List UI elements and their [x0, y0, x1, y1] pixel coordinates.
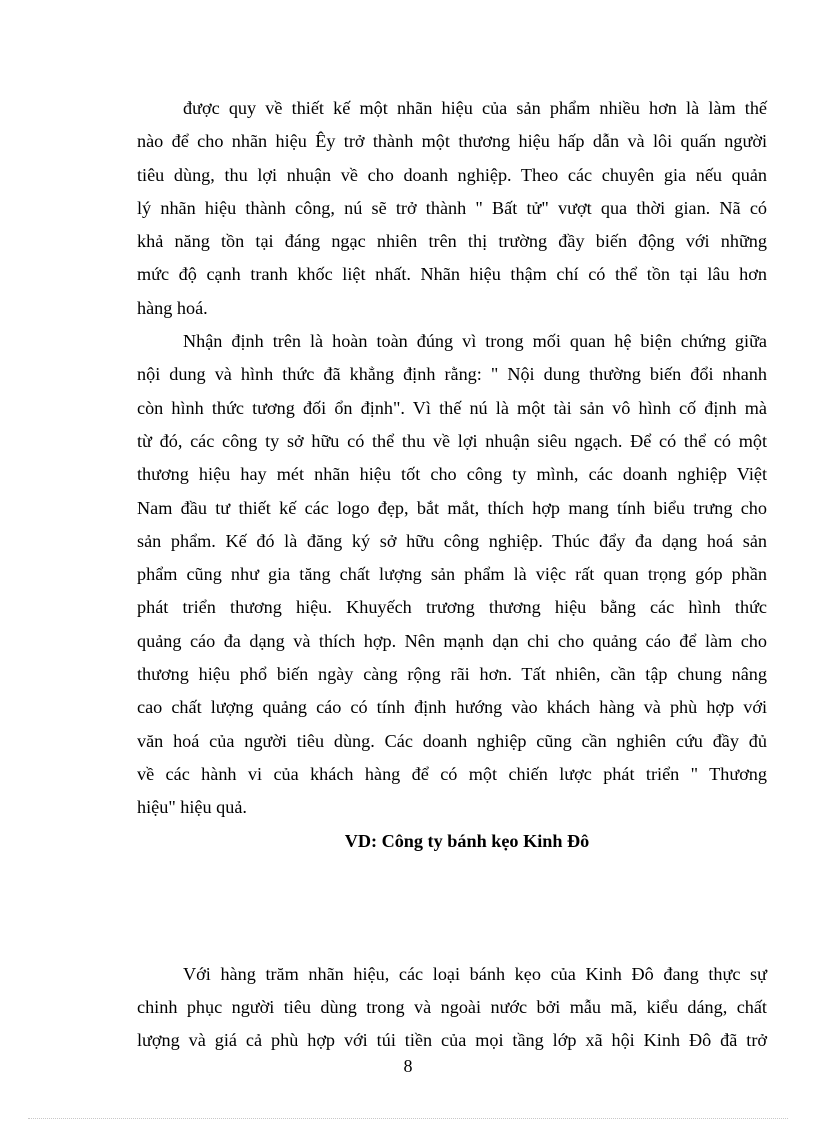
- paragraph-line: phẩm cũng như gia tăng chất lượng sản phẩm là việc rất quan trọng góp phần: [137, 564, 767, 585]
- paragraph-line: cao chất lượng quảng cáo có tính định hướng vào khách hàng và phù hợp với: [137, 697, 767, 718]
- paragraph-line: Nam đầu tư thiết kế các logo đẹp, bắt mắt, thích hợp mang tính biểu trưng cho: [137, 497, 767, 518]
- paragraph-line: khả năng tồn tại đáng ngạc nhiên trên thị trường đầy biến động với những: [137, 231, 767, 252]
- page-bottom-divider: [28, 1118, 788, 1119]
- paragraph-2: [137, 325, 767, 824]
- paragraph-line: tiêu dùng, thu lợi nhuận về cho doanh nghiệp. Theo các chuyên gia nếu quản: [137, 164, 767, 185]
- paragraph-line: phát triển thương hiệu. Khuyếch trương thương hiệu bằng các hình thức: [137, 597, 767, 618]
- paragraph-line: quảng cáo đa dạng và thích hợp. Nên mạnh dạn chi cho quảng cáo để làm cho: [137, 630, 767, 651]
- paragraph-line: Nhận định trên là hoàn toàn đúng vì trong mối quan hệ biện chứng giữa: [183, 331, 767, 352]
- blank-space: [137, 858, 767, 958]
- paragraph-line: lý nhãn hiệu thành công, nú sẽ trở thành " Bất tử" vượt qua thời gian. Nã có: [137, 197, 767, 218]
- paragraph-line: văn hoá của người tiêu dùng. Các doanh nghiệp cũng cần nghiên cứu đầy đủ: [137, 730, 767, 751]
- paragraph-line: chinh phục người tiêu dùng trong và ngoài nước bởi mẫu mã, kiểu dáng, chất: [137, 997, 767, 1018]
- body-text: [137, 92, 767, 1058]
- paragraph-line: hàng hoá.: [137, 297, 208, 318]
- paragraph-line: sản phẩm. Kế đó là đăng ký sở hữu công nghiệp. Thúc đẩy đa dạng hoá sản: [137, 530, 767, 551]
- paragraph-line: thương hiệu hay mét nhãn hiệu tốt cho công ty mình, các doanh nghiệp Việt: [137, 464, 767, 485]
- paragraph-line: nội dung và hình thức đã khẳng định rằng: " Nội dung thường biến đổi nhanh: [137, 364, 767, 385]
- page-number: 8: [403, 1056, 413, 1076]
- paragraph-line: lượng và giá cả phù hợp với túi tiền của mọi tầng lớp xã hội Kinh Đô đã trở: [137, 1030, 767, 1051]
- paragraph-line: còn hình thức tương đối ổn định". Vì thế nú là một tài sản vô hình cố định mà: [137, 397, 767, 418]
- paragraph-line: hiệu" hiệu quả.: [137, 797, 247, 818]
- paragraph-line: về các hành vi của khách hàng để có một chiến lược phát triển " Thương: [137, 763, 767, 784]
- paragraph-1: [137, 92, 767, 325]
- paragraph-3: [137, 958, 767, 1058]
- section-heading: VD: Công ty bánh kẹo Kinh Đô: [344, 830, 590, 851]
- paragraph-line: mức độ cạnh tranh khốc liệt nhất. Nhãn hiệu thậm chí có thể tồn tại lâu hơn: [137, 264, 767, 285]
- paragraph-line: Với hàng trăm nhãn hiệu, các loại bánh kẹo của Kinh Đô đang thực sự: [183, 963, 767, 984]
- paragraph-line: thương hiệu phổ biến ngày càng rộng rãi hơn. Tất nhiên, cần tập chung nâng: [137, 664, 767, 685]
- paragraph-line: được quy về thiết kế một nhãn hiệu của sản phẩm nhiều hơn là làm thế: [183, 98, 767, 118]
- paragraph-line: nào để cho nhãn hiệu Êy trở thành một thương hiệu hấp dẫn và lôi quấn người: [137, 131, 767, 152]
- paragraph-line: từ đó, các công ty sở hữu có thể thu về lợi nhuận siêu ngạch. Để có thể có một: [137, 430, 767, 451]
